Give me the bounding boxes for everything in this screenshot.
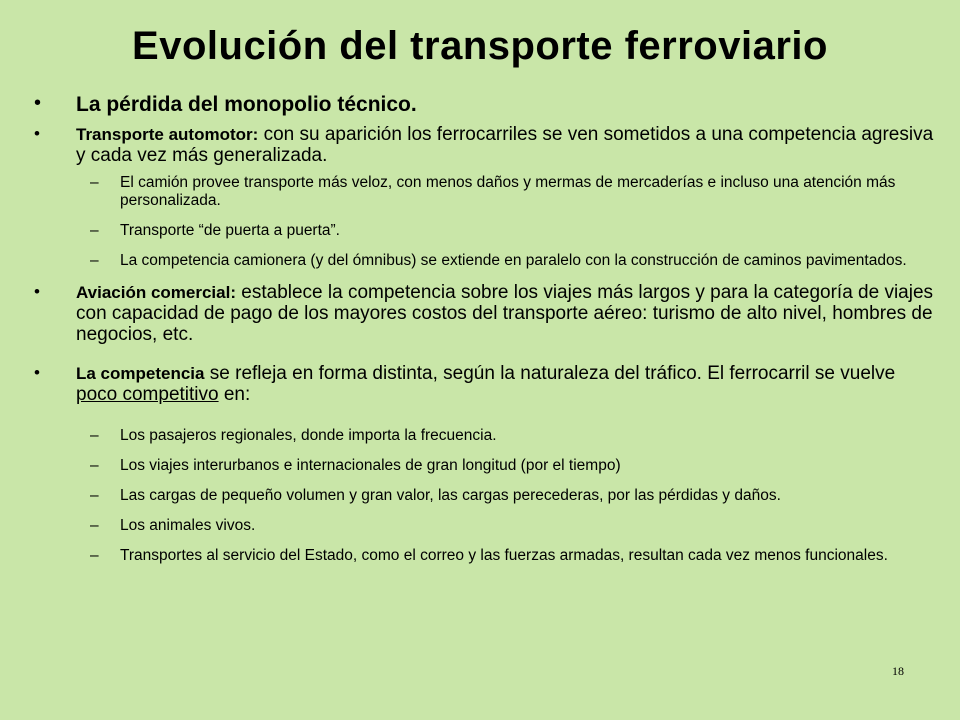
aviacion-body: establece la competencia sobre los viajes más largos y para la categoría de viajes con capacidad de pago de los mayores costos del transporte aéreo: turismo de alto nivel, hombres de negocios, etc. xyxy=(76,282,934,345)
competencia-body-2: en: xyxy=(218,384,251,405)
sub-item xyxy=(30,457,935,475)
sub-item-text: Los viajes interurbanos e internacionales de gran longitud (por el tiempo) xyxy=(120,457,621,474)
sub-item xyxy=(30,547,935,565)
automotor-lead: Transporte automotor: xyxy=(76,125,259,144)
dash-marker: – xyxy=(90,547,99,564)
bullet-automotor-text xyxy=(76,124,935,166)
sub-item xyxy=(30,427,935,445)
competencia-body-1: se refleja en forma distinta, según la naturaleza del tráfico. El ferrocarril se vuelve xyxy=(204,363,896,384)
sub-item xyxy=(30,252,935,270)
sub-item xyxy=(30,222,935,240)
sub-item-text: La competencia camionera (y del ómnibus) se extiende en paralelo con la construcción de caminos pavimentados. xyxy=(120,252,907,269)
dash-marker: – xyxy=(90,174,99,191)
bullet-competencia-text xyxy=(76,363,935,405)
sub-item-text: Los pasajeros regionales, donde importa la frecuencia. xyxy=(120,427,497,444)
competencia-lead: La competencia xyxy=(76,364,205,383)
page-number: 18 xyxy=(892,664,904,678)
bullet-marker: • xyxy=(34,124,40,143)
bullet-marker: • xyxy=(34,363,40,382)
bullet-marker: • xyxy=(34,282,40,301)
bullet-automotor xyxy=(30,124,935,166)
slide-title: Evolución del transporte ferroviario xyxy=(132,24,828,68)
sub-item-text: Los animales vivos. xyxy=(120,517,256,534)
dash-marker: – xyxy=(90,427,99,444)
bullet-competencia xyxy=(30,363,935,405)
bullet-aviacion-text xyxy=(76,282,935,345)
automotor-body: con su aparición los ferrocarriles se ven sometidos a una competencia agresiva y cada vez más generalizada. xyxy=(76,124,934,166)
dash-marker: – xyxy=(90,222,99,239)
sub-item xyxy=(30,487,935,505)
sub-item xyxy=(30,517,935,535)
sub-item-text: Transporte “de puerta a puerta”. xyxy=(120,222,340,239)
dash-marker: – xyxy=(90,517,99,534)
bullet-monopolio xyxy=(30,92,935,118)
aviacion-lead: Aviación comercial: xyxy=(76,283,236,302)
slide-content xyxy=(30,92,935,565)
sub-item xyxy=(30,174,935,210)
bullet-monopolio-text: La pérdida del monopolio técnico. xyxy=(76,93,417,116)
sub-item-text: Las cargas de pequeño volumen y gran valor, las cargas perecederas, por las pérdidas y daños. xyxy=(120,487,781,504)
dash-marker: – xyxy=(90,457,99,474)
sub-item-text: Transportes al servicio del Estado, como el correo y las fuerzas armadas, resultan cada vez menos funcionales. xyxy=(120,547,888,564)
sub-item-text: El camión provee transporte más veloz, con menos daños y mermas de mercaderías e incluso una atención más personalizada. xyxy=(120,174,896,209)
bullet-aviacion xyxy=(30,282,935,345)
dash-marker: – xyxy=(90,252,99,269)
dash-marker: – xyxy=(90,487,99,504)
bullet-marker: • xyxy=(34,92,42,114)
competencia-underlined: poco competitivo xyxy=(76,384,219,405)
